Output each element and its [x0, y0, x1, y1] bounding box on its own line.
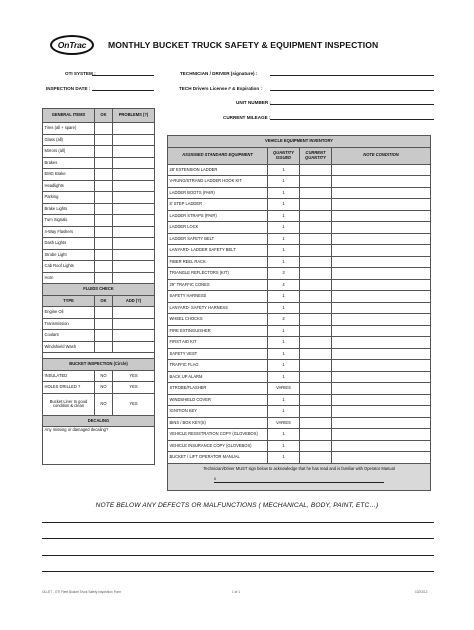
note-condition-field[interactable]	[332, 406, 431, 418]
problems-field[interactable]	[113, 146, 155, 158]
general-item-label: Mirrors (all)	[43, 146, 95, 158]
quantity-issued: 1	[268, 176, 300, 188]
bucket-yes-option[interactable]: YES	[113, 382, 155, 394]
problems-field[interactable]	[113, 134, 155, 146]
unit-number-label: UNIT NUMBER :	[236, 100, 271, 105]
quantity-issued: 1	[268, 164, 300, 176]
current-quantity-field[interactable]	[300, 245, 332, 257]
fluid-ok-checkbox[interactable]	[95, 330, 113, 342]
acknowledge-text: Technician/Driver MUST sign below to acknowledge that he has read and is familiar with Operator Manual	[203, 465, 395, 471]
note-condition-field[interactable]	[332, 199, 431, 211]
technician-label: TECHNICIAN / DRIVER (signature) :	[180, 71, 258, 76]
general-item-row	[43, 146, 155, 158]
general-item-label: Tires (all + spare)	[43, 123, 95, 135]
bucket-inspection-row	[43, 370, 155, 382]
ok-checkbox[interactable]	[95, 272, 113, 284]
note-condition-field[interactable]	[332, 256, 431, 268]
general-item-row	[43, 272, 155, 284]
quantity-issued: 1	[268, 348, 300, 360]
current-quantity-field[interactable]	[300, 394, 332, 406]
quantity-issued: 1	[268, 199, 300, 211]
equipment-name: BUCKET / LIFT OPERATOR MANUAL	[168, 452, 268, 464]
fluid-item-row	[43, 341, 155, 353]
current-quantity-field[interactable]	[300, 302, 332, 314]
general-item-row	[43, 215, 155, 227]
equipment-row	[168, 337, 431, 349]
problems-header: PROBLEMS (?)	[113, 109, 155, 123]
equipment-row	[168, 440, 431, 452]
general-item-row	[43, 261, 155, 273]
general-item-label: EMG Brake	[43, 169, 95, 181]
bucket-inspection-row	[43, 382, 155, 394]
problems-field[interactable]	[113, 203, 155, 215]
general-item-label: Headlights	[43, 180, 95, 192]
bucket-no-option[interactable]: NO	[95, 382, 113, 394]
note-condition-field[interactable]	[332, 245, 431, 257]
oti-system-label: OTI SYSTEM :	[65, 71, 96, 76]
quantity-issued: 1	[268, 360, 300, 372]
inventory-title: VEHICLE EQUIPMENT INVENTORY	[168, 136, 431, 148]
decaling-title: DECALING	[43, 415, 155, 427]
quantity-issued-header: QUANTITY ISSUED	[268, 147, 300, 164]
equipment-name: FIBER REEL RACK	[168, 256, 268, 268]
bucket-item-label: Bucket Liner In good condition & clean	[43, 393, 95, 415]
bucket-item-label: INSULATED	[43, 370, 95, 382]
note-condition-field[interactable]	[332, 417, 431, 429]
current-quantity-field[interactable]	[300, 233, 332, 245]
problems-field[interactable]	[113, 215, 155, 227]
quantity-issued: 1	[268, 337, 300, 349]
quantity-issued: 1	[268, 406, 300, 418]
note-condition-field[interactable]	[332, 325, 431, 337]
current-quantity-field[interactable]	[300, 325, 332, 337]
general-item-label: Parking	[43, 192, 95, 204]
general-item-label: Dash Lights	[43, 238, 95, 250]
inspection-date-label: INSPECTION DATE :	[46, 86, 91, 91]
general-item-label: Cab Roof Lights	[43, 261, 95, 273]
ok-checkbox[interactable]	[95, 157, 113, 169]
fluid-type-label: Transmission	[43, 318, 95, 330]
note-condition-field[interactable]	[332, 279, 431, 291]
equipment-name: VEHICLE INSURANCE COPY (GLOVEBOX)	[168, 440, 268, 452]
quantity-issued: 1	[268, 371, 300, 383]
current-quantity-field[interactable]	[300, 314, 332, 326]
general-item-label: Strobe Light	[43, 249, 95, 261]
quantity-issued: 3	[268, 268, 300, 280]
fluid-ok-checkbox[interactable]	[95, 341, 113, 353]
current-quantity-field[interactable]	[300, 222, 332, 234]
equipment-name: SAFETY HARNESS	[168, 291, 268, 303]
ok-checkbox[interactable]	[95, 123, 113, 135]
general-header-row	[43, 109, 155, 123]
bucket-no-option[interactable]: NO	[95, 393, 113, 415]
equipment-row	[168, 245, 431, 257]
acknowledge-cell	[168, 463, 431, 490]
equipment-row	[168, 210, 431, 222]
decaling-prompt[interactable]: Any missing or damaged decaling?	[43, 427, 155, 465]
problems-field[interactable]	[113, 123, 155, 135]
equipment-row	[168, 256, 431, 268]
fluid-type-label: Coolant	[43, 330, 95, 342]
ok-checkbox[interactable]	[95, 134, 113, 146]
equipment-name: IGNITION KEY	[168, 406, 268, 418]
general-item-row	[43, 192, 155, 204]
fluids-title-row	[43, 284, 155, 296]
fluid-ok-header: OK	[95, 295, 113, 307]
quantity-issued: 1	[268, 233, 300, 245]
bucket-inspection-title: BUCKET INSPECTION (Circle)	[43, 359, 155, 371]
equipment-row	[168, 325, 431, 337]
equipment-row	[168, 187, 431, 199]
current-quantity-field[interactable]	[300, 187, 332, 199]
problems-field[interactable]	[113, 272, 155, 284]
equipment-row	[168, 429, 431, 441]
general-item-label: 4-Way Flashers	[43, 226, 95, 238]
quantity-issued: 1	[268, 440, 300, 452]
ok-header: OK	[95, 109, 113, 123]
general-item-row	[43, 249, 155, 261]
problems-field[interactable]	[113, 157, 155, 169]
note-condition-field[interactable]	[332, 268, 431, 280]
unit-number-field[interactable]	[270, 104, 434, 105]
note-condition-field[interactable]	[332, 176, 431, 188]
general-item-row	[43, 169, 155, 181]
quantity-issued: 1	[268, 291, 300, 303]
equipment-name: WINDSHIELD COVER	[168, 394, 268, 406]
current-quantity-field[interactable]	[300, 268, 332, 280]
footer-form-id: OLLET - OTI Fleet Bucket Truck Safety Inspection Form	[42, 590, 122, 594]
equipment-row	[168, 164, 431, 176]
note-condition-field[interactable]	[332, 233, 431, 245]
current-quantity-field[interactable]	[300, 199, 332, 211]
general-item-row	[43, 238, 155, 250]
inspection-date-field[interactable]	[92, 90, 154, 91]
ok-checkbox[interactable]	[95, 192, 113, 204]
fluid-add-field[interactable]	[113, 318, 155, 330]
bucket-inspection-row	[43, 393, 155, 415]
footer-page-number: 1 of 1	[232, 590, 240, 594]
problems-field[interactable]	[113, 192, 155, 204]
quantity-issued: 1	[268, 302, 300, 314]
ok-checkbox[interactable]	[95, 169, 113, 181]
equipment-name: FIRE EXTINGUISHER	[168, 325, 268, 337]
note-condition-field[interactable]	[332, 360, 431, 372]
quantity-issued: 1	[268, 187, 300, 199]
general-checklist-table	[42, 108, 155, 465]
current-quantity-field[interactable]	[300, 164, 332, 176]
equipment-name: STROBE/FLASHER	[168, 383, 268, 395]
equipment-name: LADDER STRAPS (PAIR)	[168, 210, 268, 222]
ok-checkbox[interactable]	[95, 215, 113, 227]
equipment-row	[168, 291, 431, 303]
equipment-row	[168, 279, 431, 291]
ok-checkbox[interactable]	[95, 226, 113, 238]
fluids-header-row	[43, 295, 155, 307]
bucket-no-option[interactable]: NO	[95, 370, 113, 382]
equipment-name: LANYARD- LADDER SAFETY BELT	[168, 245, 268, 257]
equipment-name: 29" TRAFFIC CONES	[168, 279, 268, 291]
inventory-title-row	[168, 136, 431, 148]
equipment-row	[168, 452, 431, 464]
current-quantity-field[interactable]	[300, 279, 332, 291]
current-quantity-field[interactable]	[300, 383, 332, 395]
equipment-row	[168, 383, 431, 395]
problems-field[interactable]	[113, 180, 155, 192]
equipment-name: TRIANGLE REFLECTORS (KIT)	[168, 268, 268, 280]
current-quantity-field[interactable]	[300, 452, 332, 464]
current-quantity-field[interactable]	[300, 417, 332, 429]
note-condition-field[interactable]	[332, 187, 431, 199]
ok-checkbox[interactable]	[95, 238, 113, 250]
equipment-row	[168, 222, 431, 234]
fluid-add-field[interactable]	[113, 341, 155, 353]
equipment-name: 8' STEP LADDER	[168, 199, 268, 211]
equipment-row	[168, 199, 431, 211]
ok-checkbox[interactable]	[95, 249, 113, 261]
note-condition-field[interactable]	[332, 210, 431, 222]
current-mileage-label: CURRENT MILEAGE :	[223, 115, 271, 120]
vehicle-inventory-table	[167, 135, 431, 491]
bucket-item-label: HOLES DRILLED ?	[43, 382, 95, 394]
quantity-issued: 1	[268, 325, 300, 337]
quantity-issued: 1	[268, 222, 300, 234]
acknowledge-row	[168, 463, 431, 490]
note-condition-field[interactable]	[332, 291, 431, 303]
current-quantity-header: CURRENT QUANTITY	[300, 147, 332, 164]
quantity-issued: 4	[268, 279, 300, 291]
quantity-issued: 1	[268, 452, 300, 464]
footer-date: 10/23/12	[415, 590, 428, 594]
current-quantity-field[interactable]	[300, 337, 332, 349]
equipment-name: TRAFFIC FLAG	[168, 360, 268, 372]
fluid-type-label: Engine Oil	[43, 307, 95, 319]
decaling-title-row	[43, 415, 155, 427]
problems-field[interactable]	[113, 249, 155, 261]
general-item-label: Turn Signals	[43, 215, 95, 227]
fluid-ok-checkbox[interactable]	[95, 307, 113, 319]
current-quantity-field[interactable]	[300, 440, 332, 452]
note-condition-header: NOTE CONDITION	[332, 147, 431, 164]
page-title: MONTHLY BUCKET TRUCK SAFETY & EQUIPMENT INSPECTION	[108, 40, 379, 50]
general-item-row	[43, 180, 155, 192]
quantity-issued: 1	[268, 394, 300, 406]
fluid-ok-checkbox[interactable]	[95, 318, 113, 330]
ok-checkbox[interactable]	[95, 180, 113, 192]
equipment-name: WHEEL CHOCKS	[168, 314, 268, 326]
current-quantity-field[interactable]	[300, 176, 332, 188]
note-condition-field[interactable]	[332, 429, 431, 441]
note-condition-field[interactable]	[332, 348, 431, 360]
equipment-name: SAFETY VEST	[168, 348, 268, 360]
equipment-row	[168, 314, 431, 326]
note-condition-field[interactable]	[332, 337, 431, 349]
inventory-header-row	[168, 147, 431, 164]
quantity-issued: VARIES	[268, 417, 300, 429]
equipment-row	[168, 406, 431, 418]
operator-signature-line[interactable]	[214, 477, 384, 483]
technician-signature-field[interactable]	[270, 75, 434, 76]
equipment-row	[168, 394, 431, 406]
notes-line[interactable]	[42, 538, 434, 539]
notes-line[interactable]	[42, 555, 434, 556]
equipment-name: LADDER BOOTS (PAIR)	[168, 187, 268, 199]
current-quantity-field[interactable]	[300, 256, 332, 268]
problems-field[interactable]	[113, 238, 155, 250]
equipment-header: ASSIGNED STANDARD EQUIPMENT	[168, 147, 268, 164]
general-item-row	[43, 157, 155, 169]
note-condition-field[interactable]	[332, 302, 431, 314]
license-label: TECH Drivers License # & Expiration :	[179, 86, 262, 91]
type-header: TYPE	[43, 295, 95, 307]
current-quantity-field[interactable]	[300, 348, 332, 360]
general-items-header: GENERAL ITEMS	[43, 109, 95, 123]
decaling-row	[43, 427, 155, 465]
equipment-name: LADDER SAFETY BELT	[168, 233, 268, 245]
quantity-issued: 1	[268, 245, 300, 257]
equipment-row	[168, 360, 431, 372]
equipment-name: BINS / BOX KEY(S)	[168, 417, 268, 429]
general-item-row	[43, 203, 155, 215]
equipment-name: BACK UP ALARM	[168, 371, 268, 383]
equipment-row	[168, 268, 431, 280]
ok-checkbox[interactable]	[95, 203, 113, 215]
quantity-issued: VARIES	[268, 383, 300, 395]
problems-field[interactable]	[113, 261, 155, 273]
general-item-label: Horn	[43, 272, 95, 284]
license-field[interactable]	[270, 90, 434, 91]
note-condition-field[interactable]	[332, 371, 431, 383]
notes-line[interactable]	[42, 571, 434, 572]
equipment-name: 28' EXTENSION LADDER	[168, 164, 268, 176]
bucket-title-row	[43, 359, 155, 371]
general-item-label: Glass (all)	[43, 134, 95, 146]
quantity-issued: 1	[268, 429, 300, 441]
note-condition-field[interactable]	[332, 383, 431, 395]
equipment-row	[168, 302, 431, 314]
note-condition-field[interactable]	[332, 222, 431, 234]
equipment-name: LANYARD- SAFETY HARNESS	[168, 302, 268, 314]
equipment-row	[168, 233, 431, 245]
current-mileage-field[interactable]	[270, 119, 434, 120]
current-quantity-field[interactable]	[300, 210, 332, 222]
equipment-row	[168, 371, 431, 383]
equipment-row	[168, 176, 431, 188]
note-condition-field[interactable]	[332, 164, 431, 176]
oti-system-field[interactable]	[92, 75, 154, 76]
general-item-row	[43, 134, 155, 146]
current-quantity-field[interactable]	[300, 429, 332, 441]
current-quantity-field[interactable]	[300, 406, 332, 418]
fluid-item-row	[43, 318, 155, 330]
equipment-row	[168, 348, 431, 360]
ok-checkbox[interactable]	[95, 261, 113, 273]
general-item-row	[43, 123, 155, 135]
note-condition-field[interactable]	[332, 452, 431, 464]
quantity-issued: 1	[268, 256, 300, 268]
note-condition-field[interactable]	[332, 394, 431, 406]
fluid-add-field[interactable]	[113, 330, 155, 342]
bucket-yes-option[interactable]: YES	[113, 370, 155, 382]
equipment-name: FIRST AID KIT	[168, 337, 268, 349]
problems-field[interactable]	[113, 169, 155, 181]
equipment-name: LADDER LOCK	[168, 222, 268, 234]
equipment-name: V-RUNG/STRAND LADDER HOOK KIT	[168, 176, 268, 188]
note-condition-field[interactable]	[332, 314, 431, 326]
ontrac-logo: OnTrac	[50, 35, 94, 55]
general-item-label: Brake Lights	[43, 203, 95, 215]
fluid-type-label: Windshield Wash	[43, 341, 95, 353]
add-header: ADD (?)	[113, 295, 155, 307]
notes-line[interactable]	[42, 522, 434, 523]
general-item-label: Brakes	[43, 157, 95, 169]
fluids-check-title: FLUIDS CHECK	[43, 284, 155, 296]
bucket-yes-option[interactable]: YES	[113, 393, 155, 415]
fluid-item-row	[43, 307, 155, 319]
quantity-issued: 2	[268, 314, 300, 326]
equipment-row	[168, 417, 431, 429]
ok-checkbox[interactable]	[95, 146, 113, 158]
general-item-row	[43, 226, 155, 238]
fluid-item-row	[43, 330, 155, 342]
quantity-issued: 1	[268, 210, 300, 222]
problems-field[interactable]	[113, 226, 155, 238]
current-quantity-field[interactable]	[300, 360, 332, 372]
current-quantity-field[interactable]	[300, 291, 332, 303]
fluid-add-field[interactable]	[113, 307, 155, 319]
defects-note-heading: NOTE BELOW ANY DEFECTS OR MALFUNCTIONS ( MECHANICAL, BODY, PAINT, ETC…)	[95, 502, 379, 509]
equipment-name: VEHICLE REGISTRATION COPY (GLOVEBOX)	[168, 429, 268, 441]
note-condition-field[interactable]	[332, 440, 431, 452]
signature-x-mark: x	[214, 475, 217, 481]
current-quantity-field[interactable]	[300, 371, 332, 383]
